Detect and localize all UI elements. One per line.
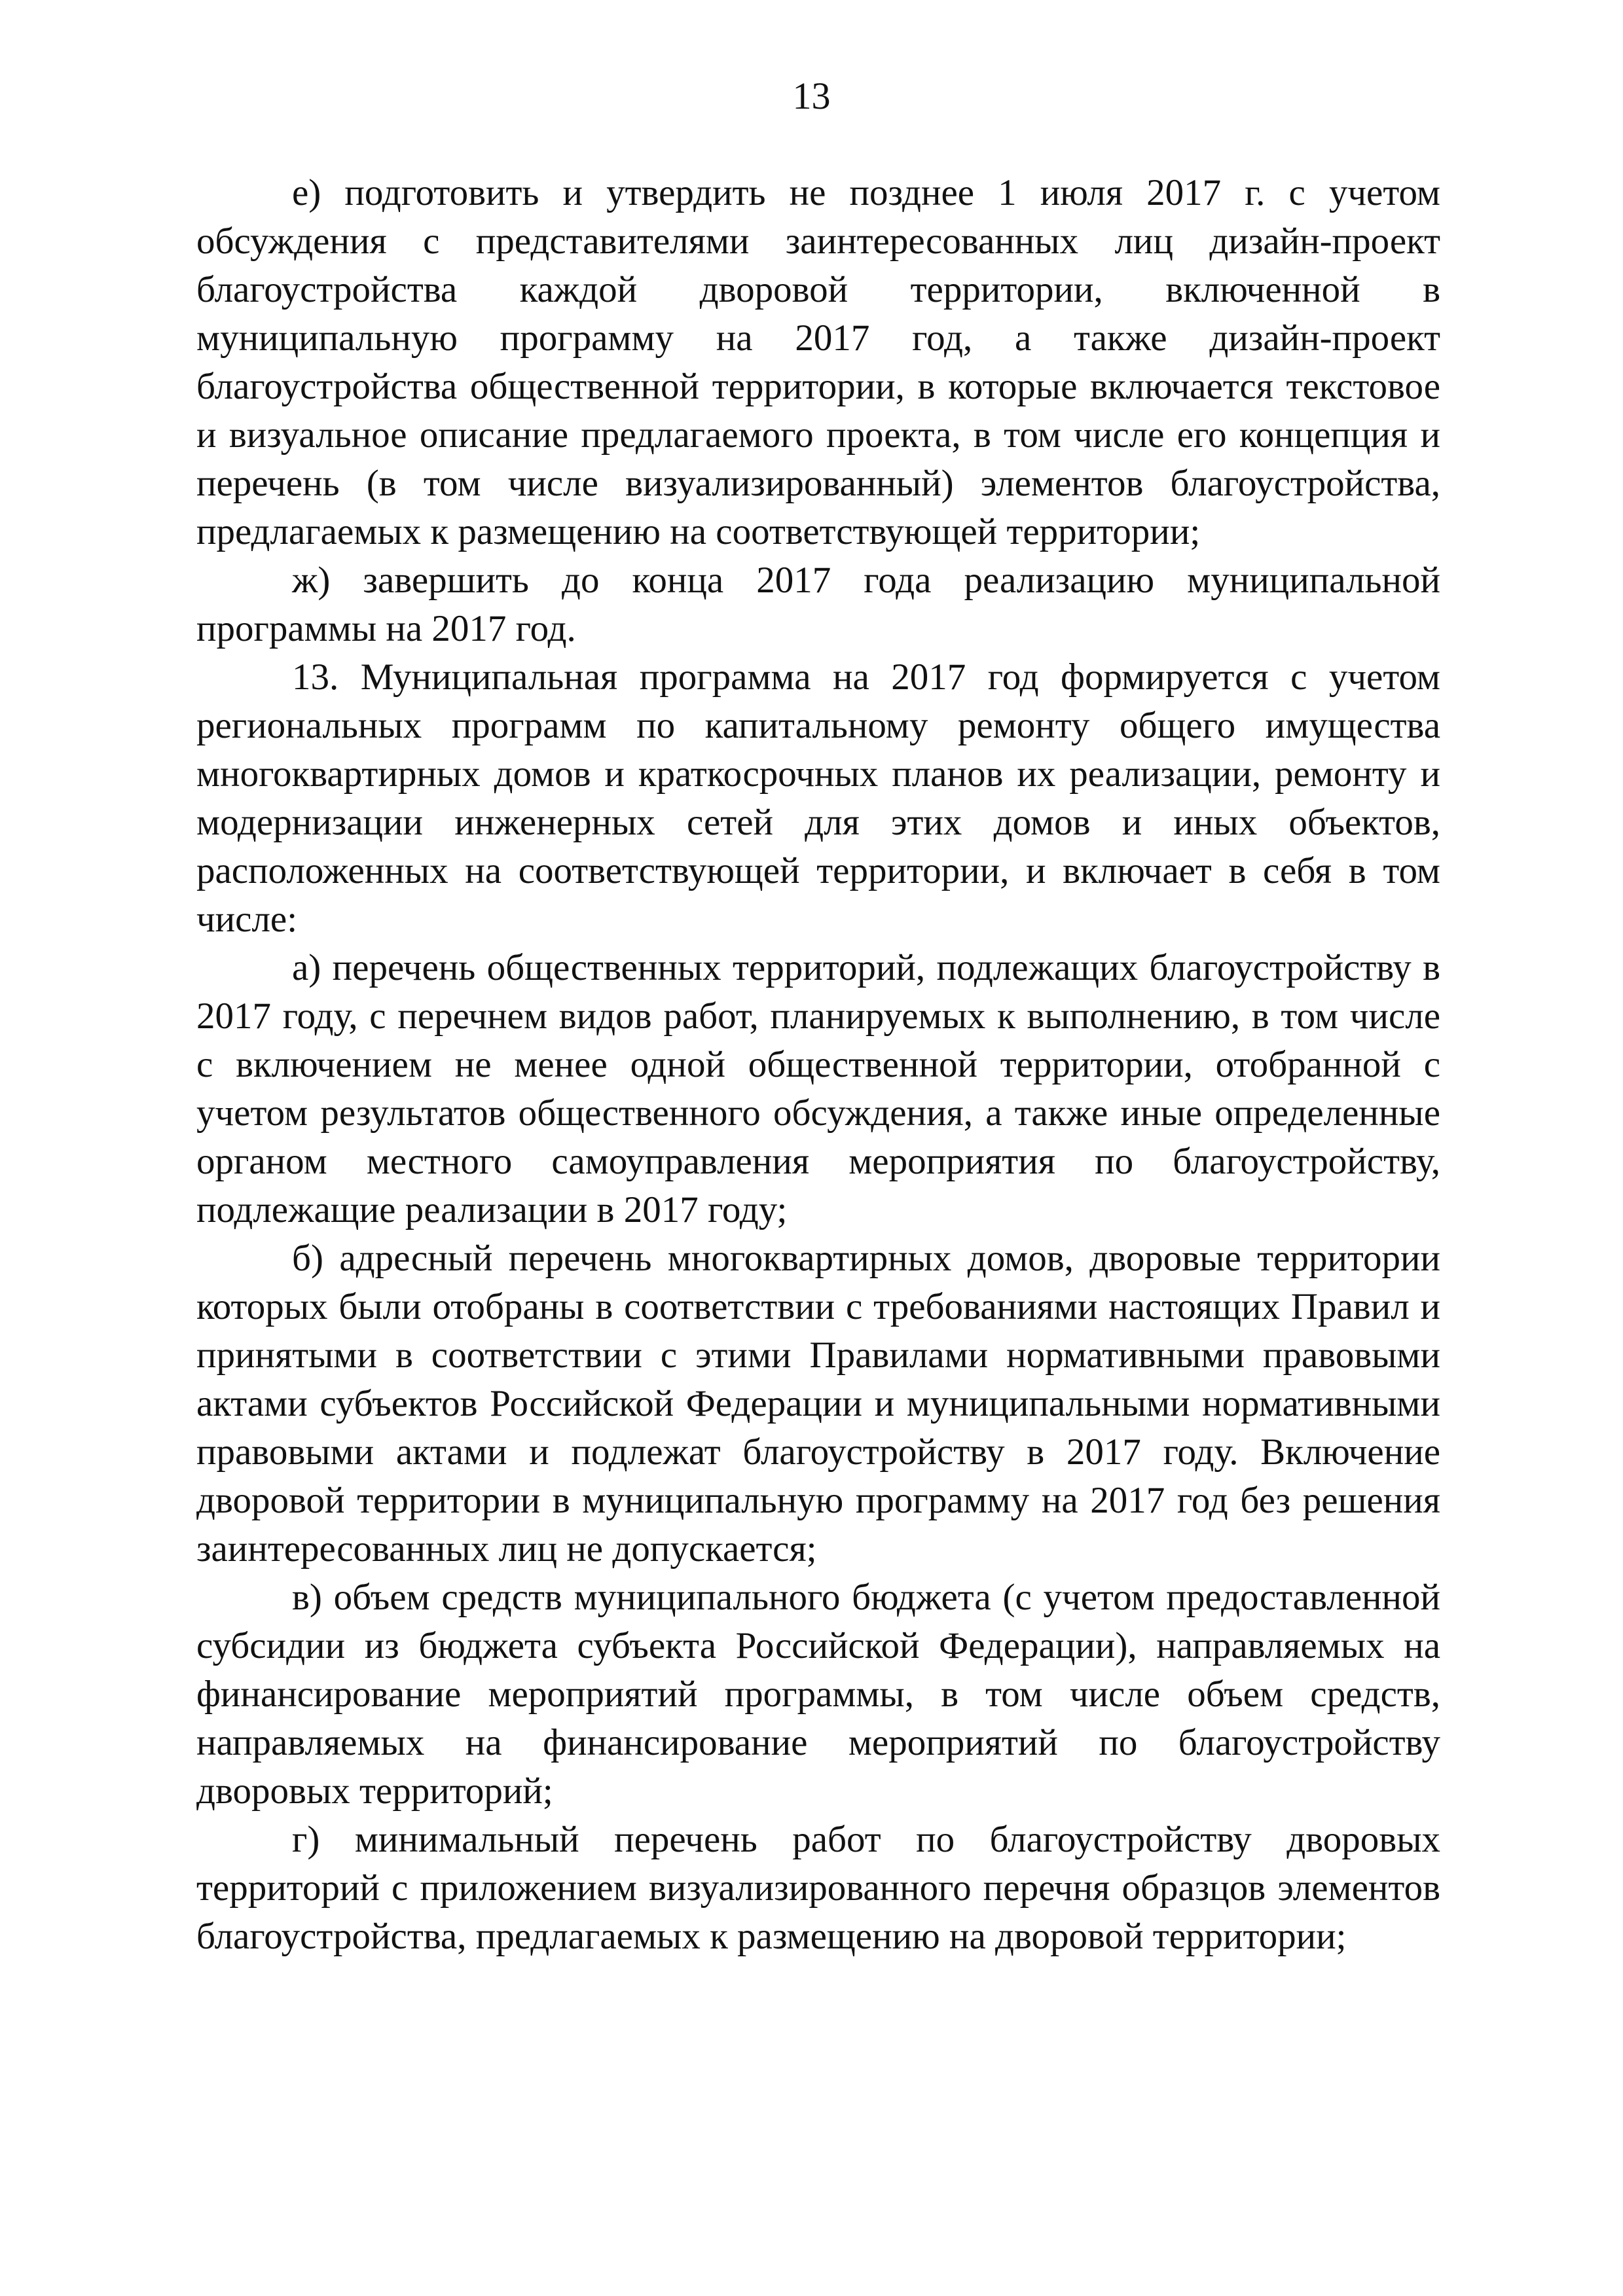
page-number: 13 [792,75,831,117]
document-body [196,169,1440,1961]
paragraph-section-13: 13. Муниципальная программа на 2017 год формируется с учетом региональных программ по капитальному ремонту общего имущества многоквартирных домов и краткосрочных планов их реализации, ремонту и модернизации инженерных сетей для этих домов и иных объектов, расположенных на соответствующей территории, и включает в себя в том числе: [196,656,1440,940]
paragraph-item-e: е) подготовить и утвердить не позднее 1 июля 2017 г. с учетом обсуждения с представителями заинтересованных лиц дизайн-проект благоустройства каждой дворовой территории, включенной в муниципальную программу на 2017 год, а также дизайн-проект благоустройства общественной территории, в которые включается текстовое и визуальное описание предлагаемого проекта, в том числе его концепция и перечень (в том числе визуализированный) элементов благоустройства, предлагаемых к размещению на соответствующей территории; [196,172,1440,552]
paragraph-item-zh: ж) завершить до конца 2017 года реализацию муниципальной программы на 2017 год. [196,560,1440,649]
paragraph-item-a: а) перечень общественных территорий, подлежащих благоустройству в 2017 году, с перечнем видов работ, планируемых к выполнению, в том числе с включением не менее одной общественной территории, отобранной с учетом результатов общественного обсуждения, а также иные определенные органом местного самоуправления мероприятия по благоустройству, подлежащие реализации в 2017 году; [196,947,1440,1230]
paragraph-item-g: г) минимальный перечень работ по благоустройству дворовых территорий с приложением визуализированного перечня образцов элементов благоустройства, предлагаемых к размещению на дворовой территории; [196,1819,1440,1957]
paragraph-item-v: в) объем средств муниципального бюджета (с учетом предоставленной субсидии из бюджета субъекта Российской Федерации), направляемых на финансирование мероприятий программы, в том числе объем средств, направляемых на финансирование мероприятий по благоустройству дворовых территорий; [196,1577,1440,1812]
paragraph-item-b: б) адресный перечень многоквартирных домов, дворовые территории которых были отобраны в соответствии с требованиями настоящих Правил и принятыми в соответствии с этими Правилами нормативными правовыми актами субъектов Российской Федерации и муниципальными нормативными правовыми актами и подлежат благоустройству в 2017 году. Включение дворовой территории в муниципальную программу на 2017 год без решения заинтересованных лиц не допускается; [196,1238,1440,1570]
